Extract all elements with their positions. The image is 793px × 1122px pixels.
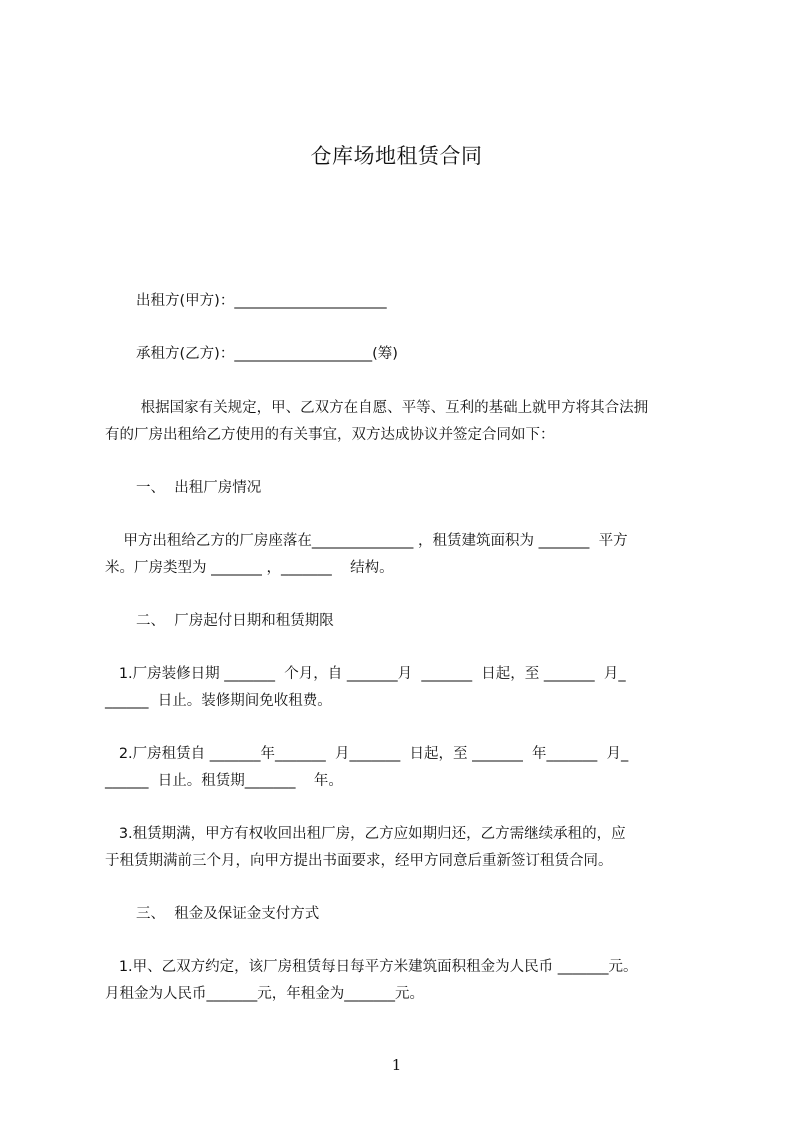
contract-title: 仓库场地租赁合同 xyxy=(310,144,483,168)
section1-body-line-2: 米。厂房类型为 _______ ，_______ 结构。 xyxy=(105,560,394,576)
page-number: 1 xyxy=(391,1056,402,1074)
lessee-line: 承租方(乙方)：___________________(筹) xyxy=(136,346,398,362)
preamble-line-1: 根据国家有关规定，甲、乙双方在自愿、平等、互利的基础上就甲方将其合法拥 xyxy=(136,400,649,416)
section1-body-line-1: 甲方出租给乙方的厂房座落在______________ ，租赁建筑面积为 _______ 平方 xyxy=(105,533,628,549)
section2-item3-line-1: 3.租赁期满，甲方有权收回出租厂房，乙方应如期归还，乙方需继续承租的，应 xyxy=(105,826,626,842)
preamble-line-2: 有的厂房出租给乙方使用的有关事宜，双方达成协议并签定合同如下： xyxy=(105,427,555,443)
section3-item1-line-1: 1.甲、乙双方约定，该厂房租赁每日每平方米建筑面积租金为人民币 _______元。 xyxy=(105,959,638,975)
section3-heading: 三、 租金及保证金支付方式 xyxy=(136,906,320,922)
section2-item2-line-2: ______ 日止。租赁期_______ 年。 xyxy=(105,773,343,789)
section2-item2-line-1: 2.厂房租赁自 _______年_______ 月_______ 日起，至 _______ 年_______ 月_ xyxy=(105,746,629,762)
section1-heading: 一、 出租厂房情况 xyxy=(136,480,262,496)
section2-item1-line-2: ______ 日止。装修期间免收租费。 xyxy=(105,693,332,709)
section3-item1-line-2: 月租金为人民币_______元，年租金为_______元。 xyxy=(105,986,424,1002)
section2-heading: 二、 厂房起付日期和租赁期限 xyxy=(136,613,334,629)
section2-item3-line-2: 于租赁期满前三个月，向甲方提出书面要求，经甲方同意后重新签订租赁合同。 xyxy=(105,853,613,869)
lessor-line: 出租方(甲方)：_____________________ xyxy=(136,293,387,309)
section2-item1-line-1: 1.厂房装修日期 _______ 个月，自 _______月 _______ 日起，至 _______ 月_ xyxy=(105,666,626,682)
